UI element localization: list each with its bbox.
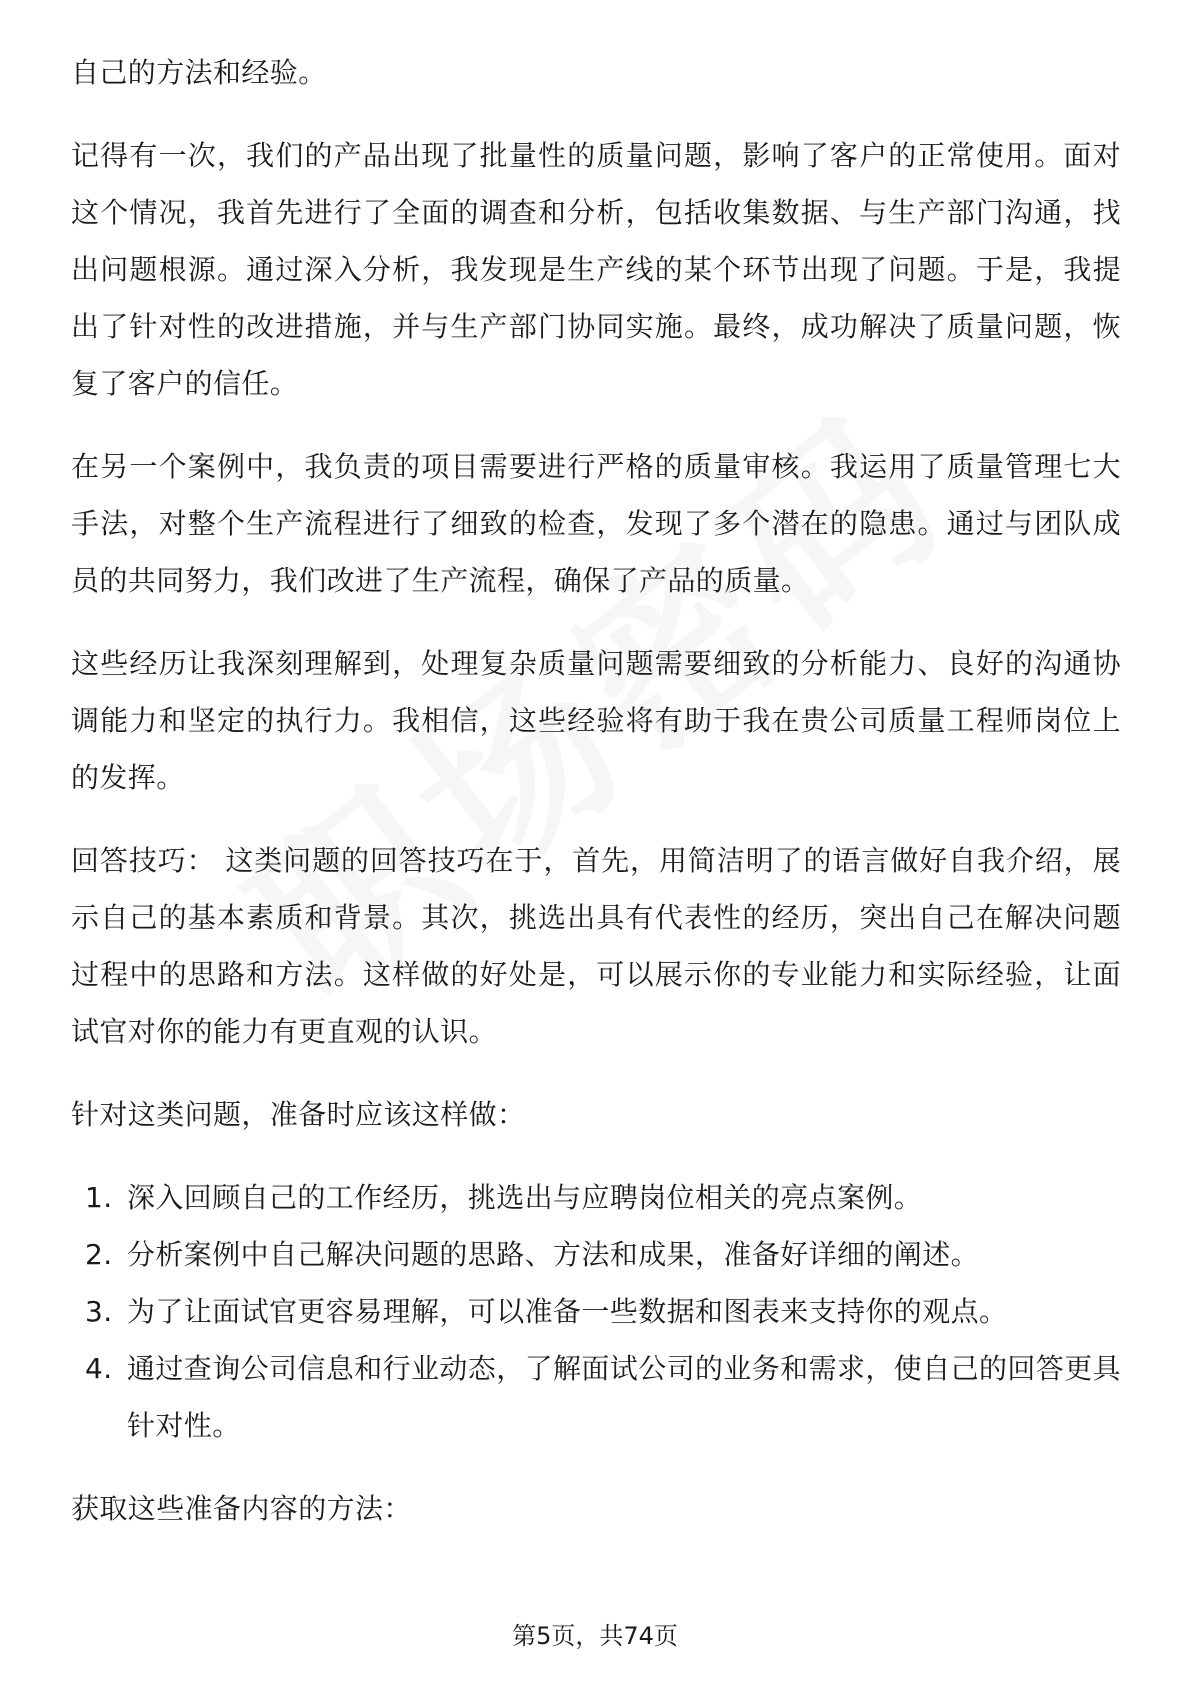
- document-body: [71, 44, 1121, 1563]
- paragraph-closing: 获取这些准备内容的方法：: [71, 1492, 412, 1525]
- list-item-number: 1.: [85, 1181, 113, 1214]
- list-item-number: 4.: [85, 1352, 113, 1385]
- paragraph-answer-tips: 回答技巧： 这类问题的回答技巧在于，首先，用简洁明了的语言做好自我介绍，展示自己的基本素质和背景。其次，挑选出具有代表性的经历，突出自己在解决问题过程中的思路和方法。这样做的好处是，可以展示你的专业能力和实际经验，让面试官对你的能力有更直观的认识。: [71, 844, 1121, 1048]
- list-item: [71, 1169, 1121, 1226]
- paragraph-intro: 自己的方法和经验。: [71, 56, 327, 89]
- preparation-list: [71, 1169, 1121, 1454]
- list-item: [71, 1283, 1121, 1340]
- list-item: [71, 1226, 1121, 1283]
- list-item: [71, 1340, 1121, 1454]
- paragraph-preparation-intro: 针对这类问题，准备时应该这样做：: [71, 1098, 526, 1131]
- list-item-number: 2.: [85, 1238, 113, 1271]
- paragraph-case-one: 记得有一次，我们的产品出现了批量性的质量问题，影响了客户的正常使用。面对这个情况，我首先进行了全面的调查和分析，包括收集数据、与生产部门沟通，找出问题根源。通过深入分析，我发现是生产线的某个环节出现了问题。于是，我提出了针对性的改进措施，并与生产部门协同实施。最终，成功解决了质量问题，恢复了客户的信任。: [71, 139, 1121, 400]
- list-item-text: 分析案例中自己解决问题的思路、方法和成果，准备好详细的阐述。: [127, 1238, 980, 1271]
- list-item-text: 深入回顾自己的工作经历，挑选出与应聘岗位相关的亮点案例。: [127, 1181, 923, 1214]
- list-item-text: 为了让面试官更容易理解，可以准备一些数据和图表来支持你的观点。: [127, 1295, 1008, 1328]
- paragraph-summary: 这些经历让我深刻理解到，处理复杂质量问题需要细致的分析能力、良好的沟通协调能力和坚定的执行力。我相信，这些经验将有助于我在贵公司质量工程师岗位上的发挥。: [71, 647, 1121, 794]
- page-number-footer: 第5页，共74页: [512, 1622, 678, 1650]
- list-item-number: 3.: [85, 1295, 113, 1328]
- list-item-text: 通过查询公司信息和行业动态，了解面试公司的业务和需求，使自己的回答更具针对性。: [127, 1352, 1122, 1442]
- paragraph-case-two: 在另一个案例中，我负责的项目需要进行严格的质量审核。我运用了质量管理七大手法，对整个生产流程进行了细致的检查，发现了多个潜在的隐患。通过与团队成员的共同努力，我们改进了生产流程，确保了产品的质量。: [71, 450, 1121, 597]
